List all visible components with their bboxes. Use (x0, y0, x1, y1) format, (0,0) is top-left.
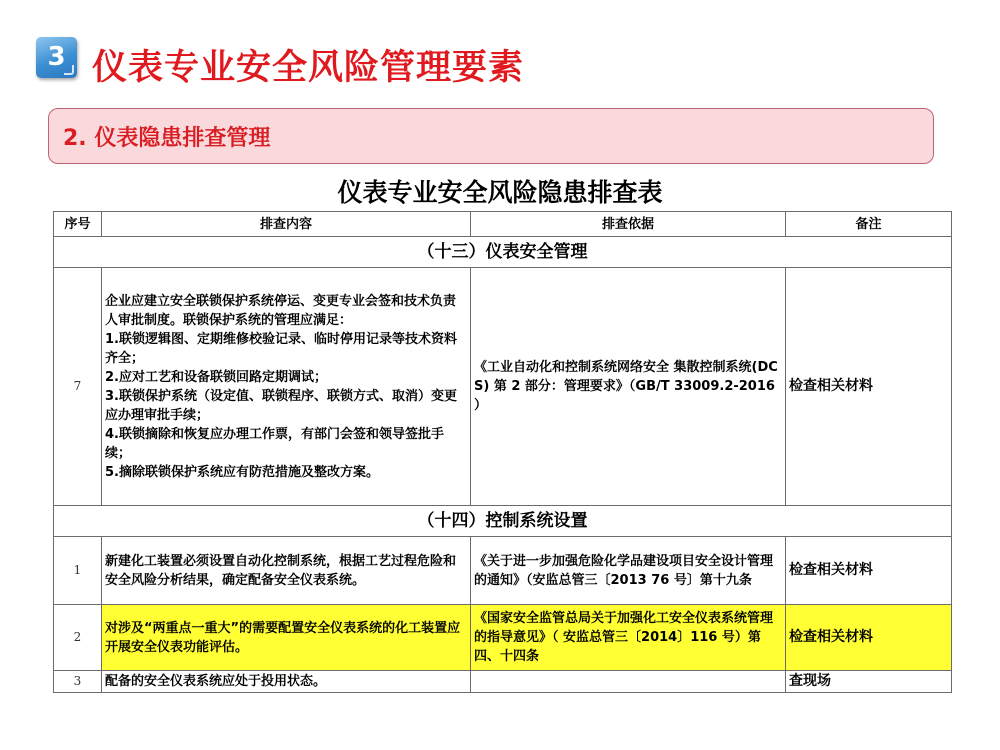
section-title: 2. 仪表隐患排查管理 (63, 126, 271, 151)
row-note: 检查相关材料 (786, 537, 952, 605)
section-number-badge (36, 37, 77, 78)
category-label: （十四）控制系统设置 (54, 506, 952, 537)
col-header-note: 备注 (786, 212, 952, 237)
row-basis: 《工业自动化和控制系统网络安全 集散控制系统(DCS) 第 2 部分：管理要求》（GB/T 33009.2-2016 ） (471, 268, 786, 506)
row-basis: 《国家安全监管总局关于加强化工安全仪表系统管理的指导意见》（ 安监总管三〔2014〕116 号）第四、十四条 (471, 605, 786, 671)
badge-number: 3 (47, 42, 66, 72)
table-title: 仪表专业安全风险隐患排查表 (337, 178, 663, 207)
table-row-highlighted (54, 605, 952, 671)
row-note: 检查相关材料 (786, 605, 952, 671)
table-row (54, 671, 952, 693)
content-line: 企业应建立安全联锁保护系统停运、变更专业会签和技术负责人审批制度。联锁保护系统的管理应满足： (105, 293, 457, 328)
row-number: 2 (54, 605, 102, 671)
category-row (54, 506, 952, 537)
col-header-content: 排查内容 (102, 212, 471, 237)
content-line: 4.联锁摘除和恢复应办理工作票，有部门会签和领导签批手续； (105, 426, 444, 461)
content-line: 3.联锁保护系统（设定值、联锁程序、联锁方式、取消）变更应办理审批手续； (105, 388, 457, 423)
col-header-basis: 排查依据 (471, 212, 786, 237)
table-row (54, 537, 952, 605)
page-title: 仪表专业安全风险管理要素 (92, 48, 525, 88)
content-line: 2.应对工艺和设备联锁回路定期调试； (105, 369, 327, 385)
content-line: 5.摘除联锁保护系统应有防范措施及整改方案。 (105, 464, 379, 480)
category-label: （十三）仪表安全管理 (54, 237, 952, 268)
table-row (54, 268, 952, 506)
badge-corner-icon (64, 65, 74, 75)
inspection-table (53, 211, 952, 693)
row-content: 对涉及“两重点一重大”的需要配置安全仪表系统的化工装置应开展安全仪表功能评估。 (102, 605, 471, 671)
row-number: 7 (54, 268, 102, 506)
table-header-row (54, 212, 952, 237)
col-header-number: 序号 (54, 212, 102, 237)
row-basis (471, 671, 786, 693)
category-row (54, 237, 952, 268)
row-content: 新建化工装置必须设置自动化控制系统，根据工艺过程危险和安全风险分析结果，确定配备安全仪表系统。 (102, 537, 471, 605)
row-note: 检查相关材料 (786, 268, 952, 506)
row-content (102, 268, 471, 506)
row-content: 配备的安全仪表系统应处于投用状态。 (102, 671, 471, 693)
row-note: 查现场 (786, 671, 952, 693)
section-header-box (48, 108, 934, 164)
row-basis: 《关于进一步加强危险化学品建设项目安全设计管理的通知》（安监总管三〔2013 76 号〕第十九条 (471, 537, 786, 605)
row-number: 3 (54, 671, 102, 693)
row-number: 1 (54, 537, 102, 605)
content-line: 1.联锁逻辑图、定期维修校验记录、临时停用记录等技术资料齐全； (105, 331, 457, 366)
